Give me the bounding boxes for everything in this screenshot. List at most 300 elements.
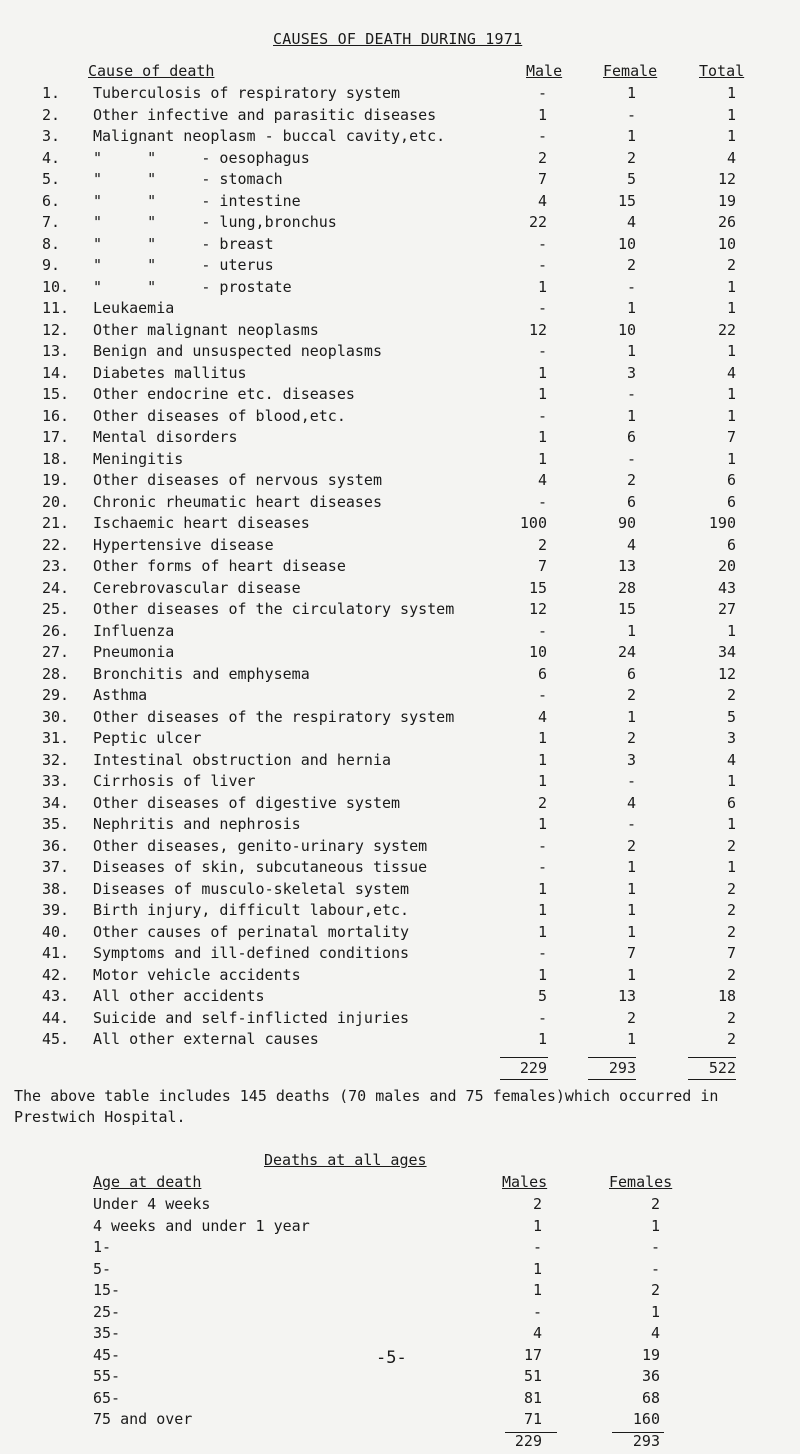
female-count: 5 [626,170,636,188]
row-number: 34. [42,793,70,812]
table-row [0,450,800,472]
ages-total-males: 229 [514,1432,542,1450]
female-count: 1 [626,901,636,919]
ages-title: Deaths at all ages [264,1151,427,1169]
male-count: - [537,621,547,640]
total-count: 2 [726,901,736,919]
table-row [0,1281,800,1303]
female-count: 1 [626,621,636,640]
row-number: 16. [42,406,70,425]
males-count: 81 [523,1388,542,1407]
male-count: 1 [537,385,547,403]
males-count: 2 [532,1195,542,1213]
row-number: 30. [42,707,70,726]
table-row [0,364,800,386]
total-count: 6 [726,492,736,511]
table-row [0,1303,800,1325]
male-count: - [537,234,547,253]
female-count: 6 [626,492,636,511]
total-count: 3 [726,729,736,747]
ages-table [0,1195,800,1432]
table-row [0,987,800,1009]
age-group: 65- [93,1388,121,1407]
ages-total-females: 293 [632,1432,660,1450]
row-number: 23. [42,557,70,575]
male-count: - [537,127,547,145]
total-count: 12 [717,170,736,188]
total-count: 19 [717,191,736,210]
row-number: 29. [42,686,70,704]
female-count: 2 [626,686,636,704]
cause-name: Hypertensive disease [93,535,274,554]
female-count: 1 [626,879,636,898]
total-count: 34 [717,643,736,661]
table-row [0,84,800,106]
male-total-rule [500,1057,548,1058]
males-count: 1 [532,1259,542,1278]
row-number: 35. [42,815,70,833]
header-cause: Cause of death [88,62,215,80]
row-number: 38. [42,879,70,898]
total-count: 1 [726,342,736,360]
females-count: 4 [650,1324,660,1342]
cause-name: Ischaemic heart diseases [93,514,310,532]
male-count: 4 [537,707,547,726]
female-count: - [626,105,636,124]
cause-name: Chronic rheumatic heart diseases [93,492,382,511]
cause-name: Diseases of musculo-skeletal system [93,879,410,898]
total-count: 6 [726,471,736,489]
row-number: 8. [42,234,61,253]
total-count: 1 [726,277,736,296]
row-number: 3. [42,127,61,145]
male-count: 12 [528,600,547,618]
table-row [0,127,800,149]
male-count: 1 [537,879,547,898]
age-group: 1- [93,1238,112,1256]
row-number: 24. [42,578,70,597]
total-count: 2 [726,1008,736,1027]
females-count: 160 [632,1410,660,1428]
total-count: 2 [726,686,736,704]
cause-name: " " - prostate [93,277,292,296]
ages-totals-row [0,1432,800,1454]
total-count: 22 [717,320,736,339]
cause-name: Pneumonia [93,643,175,661]
male-count: 1 [537,277,547,296]
cause-name: Asthma [93,686,148,704]
male-count: 1 [537,428,547,446]
row-number: 36. [42,836,70,855]
row-number: 40. [42,922,70,941]
table-row [0,751,800,773]
female-count: 3 [626,363,636,382]
table-row [0,622,800,644]
table-row [0,471,800,493]
row-number: 9. [42,256,61,274]
table-row [0,1217,800,1239]
male-count: - [537,1008,547,1027]
females-count: 2 [650,1195,660,1213]
table-row [0,493,800,515]
total-count: 2 [726,1030,736,1048]
female-count: - [626,385,636,403]
female-count: 4 [626,213,636,231]
row-number: 19. [42,471,70,489]
table-row [0,923,800,945]
female-count: 2 [626,729,636,747]
cause-name: Diseases of skin, subcutaneous tissue [93,858,428,876]
total-count: 12 [717,664,736,683]
cause-name: " " - uterus [93,256,274,274]
total-count: 7 [726,944,736,962]
total-count: 2 [726,879,736,898]
table-row [0,686,800,708]
total-count: 1 [726,385,736,403]
table-row [0,1195,800,1217]
male-count: - [537,342,547,360]
total-count: 2 [726,256,736,274]
cause-name: Other diseases of digestive system [93,793,401,812]
cause-name: Other diseases of nervous system [93,471,382,489]
females-count: 36 [641,1367,660,1385]
header-male: Male [526,62,563,80]
total-count: 20 [717,557,736,575]
total-count: 2 [726,836,736,855]
row-number: 33. [42,772,70,790]
row-number: 4. [42,148,61,167]
female-count: 2 [626,1008,636,1027]
cause-name: Other diseases of the respiratory system [93,707,455,726]
table-row [0,1260,800,1282]
table-row [0,708,800,730]
row-number: 41. [42,944,70,962]
male-count: 10 [528,643,547,661]
table-row [0,643,800,665]
header-males: Males [502,1173,548,1191]
row-number: 6. [42,191,61,210]
males-count: 71 [523,1410,542,1428]
table-row [0,665,800,687]
males-count: - [532,1238,542,1256]
female-count: 1 [626,1030,636,1048]
causes-table [0,84,800,1052]
male-count: 6 [537,664,547,683]
cause-name: Other diseases of blood,etc. [93,406,346,425]
male-count: 1 [537,965,547,984]
total-count: 190 [708,514,736,532]
total-count: 6 [726,535,736,554]
female-count: 7 [626,944,636,962]
female-count: 1 [626,858,636,876]
total-count: 1 [726,84,736,102]
total-total-underline [688,1079,736,1080]
cause-name: Mental disorders [93,428,238,446]
cause-name: Intestinal obstruction and hernia [93,750,392,769]
table-row [0,1009,800,1031]
male-count: 1 [537,772,547,790]
table-row [0,944,800,966]
cause-name: Cirrhosis of liver [93,772,256,790]
page-title: CAUSES OF DEATH DURING 1971 [273,30,523,48]
female-count: 13 [617,557,636,575]
table-row [0,600,800,622]
table-row [0,858,800,880]
row-number: 18. [42,449,70,468]
female-count: 1 [626,84,636,102]
table-row [0,321,800,343]
cause-name: Cerebrovascular disease [93,578,301,597]
male-count: - [537,944,547,962]
female-count: 13 [617,987,636,1005]
table-row [0,794,800,816]
females-count: 19 [641,1345,660,1364]
male-count: 4 [537,471,547,489]
female-total-rule [588,1057,636,1058]
total-count: 1 [726,406,736,425]
table-row [0,385,800,407]
row-number: 42. [42,965,70,984]
total-male: 229 [519,1059,547,1077]
total-count: 6 [726,793,736,812]
female-count: 1 [626,127,636,145]
cause-name: Influenza [93,621,175,640]
males-count: 1 [532,1216,542,1235]
table-row [0,514,800,536]
female-count: 2 [626,148,636,167]
table-row [0,1410,800,1432]
male-count: 15 [528,578,547,597]
row-number: 39. [42,901,70,919]
female-count: 1 [626,406,636,425]
female-count: 6 [626,428,636,446]
cause-name: Leukaemia [93,299,175,317]
female-count: 1 [626,707,636,726]
male-count: 100 [519,514,547,532]
males-count: 17 [523,1345,542,1364]
female-count: 1 [626,299,636,317]
male-count: 7 [537,170,547,188]
row-number: 27. [42,643,70,661]
cause-name: Diabetes mallitus [93,363,247,382]
cause-name: Tuberculosis of respiratory system [93,84,401,102]
females-count: - [650,1238,660,1256]
age-group: 75 and over [93,1410,193,1428]
cause-name: Birth injury, difficult labour,etc. [93,901,410,919]
table-row [0,772,800,794]
row-number: 7. [42,213,61,231]
table-row [0,428,800,450]
total-count: 1 [726,815,736,833]
table-row [0,342,800,364]
male-count: 1 [537,449,547,468]
total-count: 26 [717,213,736,231]
total-count: 1 [726,127,736,145]
total-count: 43 [717,578,736,597]
male-count: 7 [537,557,547,575]
table-row [0,837,800,859]
row-number: 37. [42,858,70,876]
male-count: 12 [528,320,547,339]
table-row [0,149,800,171]
table-row [0,256,800,278]
total-count: 27 [717,600,736,618]
male-count: - [537,299,547,317]
total-female: 293 [608,1059,636,1077]
table-row [0,299,800,321]
male-total-underline [500,1079,548,1080]
male-count: - [537,836,547,855]
total-count: 18 [717,987,736,1005]
cause-name: " " - breast [93,234,274,253]
total-count: 2 [726,965,736,984]
cause-name: Suicide and self-inflicted injuries [93,1008,410,1027]
male-count: 1 [537,750,547,769]
cause-name: Peptic ulcer [93,729,202,747]
table-row [0,192,800,214]
cause-name: Other infective and parasitic diseases [93,105,437,124]
row-number: 14. [42,363,70,382]
total-count: 4 [726,363,736,382]
cause-name: All other external causes [93,1030,319,1048]
age-group: 55- [93,1367,121,1385]
table-row [0,235,800,257]
female-count: 10 [617,320,636,339]
females-count: - [650,1259,660,1278]
row-number: 44. [42,1008,70,1027]
cause-name: Other forms of heart disease [93,557,346,575]
total-count: 10 [717,234,736,253]
total-count: 2 [726,922,736,941]
males-count: 1 [532,1281,542,1299]
male-count: 1 [537,105,547,124]
row-number: 32. [42,750,70,769]
age-group: Under 4 weeks [93,1195,211,1213]
table-row [0,1389,800,1411]
cause-name: Other diseases of the circulatory system [93,600,455,618]
cause-name: " " - intestine [93,191,301,210]
female-count: 1 [626,922,636,941]
table-row [0,170,800,192]
row-number: 1. [42,84,61,102]
male-count: - [537,686,547,704]
cause-name: Other diseases, genito-urinary system [93,836,428,855]
row-number: 31. [42,729,70,747]
table-row [0,407,800,429]
header-females: Females [609,1173,673,1191]
row-number: 17. [42,428,70,446]
male-count: 1 [537,901,547,919]
age-group: 35- [93,1324,121,1342]
row-number: 10. [42,277,70,296]
table-row [0,901,800,923]
female-count: 3 [626,750,636,769]
males-count: 51 [523,1367,542,1385]
male-count: 2 [537,148,547,167]
females-count: 2 [650,1281,660,1299]
table-row [0,106,800,128]
female-count: 24 [617,643,636,661]
age-group: 25- [93,1302,121,1321]
female-count: 1 [626,342,636,360]
age-group: 4 weeks and under 1 year [93,1216,310,1235]
header-age: Age at death [93,1173,202,1191]
male-count: 1 [537,1030,547,1048]
female-count: 4 [626,535,636,554]
table-row [0,579,800,601]
row-number: 25. [42,600,70,618]
row-number: 45. [42,1030,70,1048]
male-count: - [537,84,547,102]
table-row [0,213,800,235]
table-row [0,536,800,558]
row-number: 5. [42,170,61,188]
table-row [0,1324,800,1346]
page-number: -5- [376,1348,407,1368]
total-count: 1 [726,105,736,124]
male-count: 22 [528,213,547,231]
age-group: 15- [93,1281,121,1299]
female-total-underline [588,1079,636,1080]
table-row [0,1030,800,1052]
row-number: 11. [42,299,70,317]
female-count: 15 [617,191,636,210]
total-count: 4 [726,750,736,769]
header-female: Female [603,62,658,80]
cause-name: All other accidents [93,987,265,1005]
male-count: - [537,858,547,876]
table-row [0,815,800,837]
total-count: 1 [726,772,736,790]
male-count: 4 [537,191,547,210]
row-number: 22. [42,535,70,554]
total-count: 5 [726,707,736,726]
female-count: - [626,449,636,468]
cause-name: Other endocrine etc. diseases [93,385,355,403]
male-count: 1 [537,922,547,941]
cause-name: " " - stomach [93,170,283,188]
table-row [0,880,800,902]
females-count: 1 [650,1216,660,1235]
table-row [0,557,800,579]
male-count: - [537,406,547,425]
female-count: - [626,772,636,790]
cause-name: Malignant neoplasm - buccal cavity,etc. [93,127,446,145]
female-count: 2 [626,256,636,274]
female-count: 6 [626,664,636,683]
female-count: 4 [626,793,636,812]
total-total-rule [688,1057,736,1058]
header-total: Total [699,62,745,80]
table-row [0,1367,800,1389]
cause-name: Motor vehicle accidents [93,965,301,984]
female-count: 2 [626,836,636,855]
cause-name: Symptoms and ill-defined conditions [93,944,410,962]
age-group: 45- [93,1345,121,1364]
male-count: 1 [537,363,547,382]
table-row [0,278,800,300]
row-number: 26. [42,621,70,640]
row-number: 21. [42,514,70,532]
male-count: 5 [537,987,547,1005]
female-count: 15 [617,600,636,618]
total-count: 1 [726,449,736,468]
male-count: 2 [537,535,547,554]
female-count: 28 [617,578,636,597]
hospital-note: The above table includes 145 deaths (70 males and 75 females)which occurred in Prestwich Hospital. [14,1087,719,1126]
cause-name: Benign and unsuspected neoplasms [93,342,382,360]
male-count: 2 [537,793,547,812]
